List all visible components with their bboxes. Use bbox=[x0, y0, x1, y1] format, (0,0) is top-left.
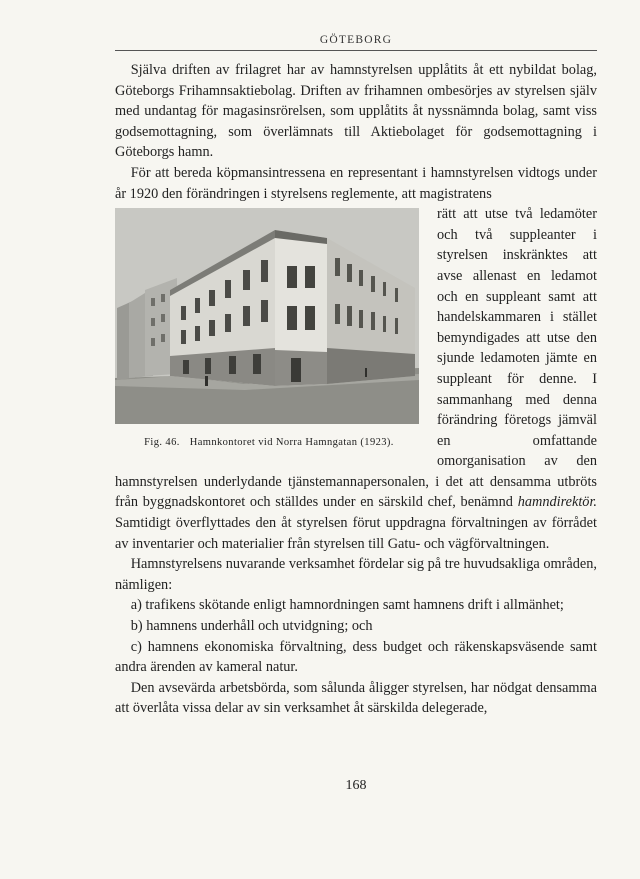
paragraph-2-end: Samtidigt överflyttades den åt styrelsen förut uppdragna förvaltningen av förrådet av inventarier och materialier från styrelsen till Gatu- och vägförvaltningen. bbox=[115, 515, 597, 552]
list-item-c: c) hamnens ekonomiska förvaltning, dess budget och räkenskapsväsende samt andra ärenden av kameral natur. bbox=[115, 638, 597, 676]
list-item-b: b) hamnens underhåll och utvidgning; och bbox=[130, 618, 373, 635]
list-item-a: a) trafikens skötande enligt hamnordningen samt hamnens drift i allmänhet; bbox=[130, 597, 564, 614]
paragraph-3: Hamnstyrelsens nuvarande verksamhet fördelar sig på tre huvudsakliga områden, nämligen: bbox=[115, 556, 597, 593]
page-number: 168 bbox=[345, 778, 367, 793]
figure-caption bbox=[115, 436, 423, 450]
building-photo bbox=[115, 208, 419, 424]
figure-label: Fig. 46. bbox=[144, 437, 180, 449]
header-rule bbox=[115, 50, 597, 51]
paragraph-2-body: rätt att utse två ledamöter och två suppleanter i styrelsen inskränktes att avse allenast en ledamot och en suppleant samt att handelskammaren i stället bemyndigades att utse den sjunde ledamoten jämte en suppleant för denne. I sammanhang med denna förändring företogs jämväl en omfattande omorganisation av den hamnstyrelsen underlydande tjänstemannapersonalen, i det att densamma utbröts från byggnadskontoret och ställdes under en särskild chef, benämnd bbox=[115, 206, 597, 511]
paragraph-2-start: För att bereda köpmansintressena en representant i hamnstyrelsen vidtogs under år 1920 den förändringen i styrelsens reglemente, att magistratens bbox=[115, 164, 597, 202]
running-head: GÖTEBORG bbox=[319, 34, 393, 46]
paragraph-1: Själva driften av frilagret har av hamnstyrelsen upplåtits åt ett nybildat bolag, Göteborgs Frihamnsaktiebolag. Driften av frihamnen ombesörjes av styrelsen själv med undantag för magasinsrörelsen, som upplåtits åt nyssnämnda bolag, samt viss godsemottagning, som överlämnats till Aktiebolaget för godsemottagning i Göteborgs hamn. bbox=[115, 62, 597, 161]
paragraph-4: Den avsevärda arbetsbörda, som sålunda åligger styrelsen, har nödgat densamma att överlåta vissa delar av sin verksamhet åt särskilda delegerade, bbox=[115, 679, 597, 717]
figure-46 bbox=[115, 208, 423, 450]
figure-caption-text: Hamnkontoret vid Norra Hamngatan (1923). bbox=[189, 437, 394, 449]
body-text bbox=[115, 60, 597, 719]
italic-term: hamndirektör. bbox=[517, 494, 597, 511]
